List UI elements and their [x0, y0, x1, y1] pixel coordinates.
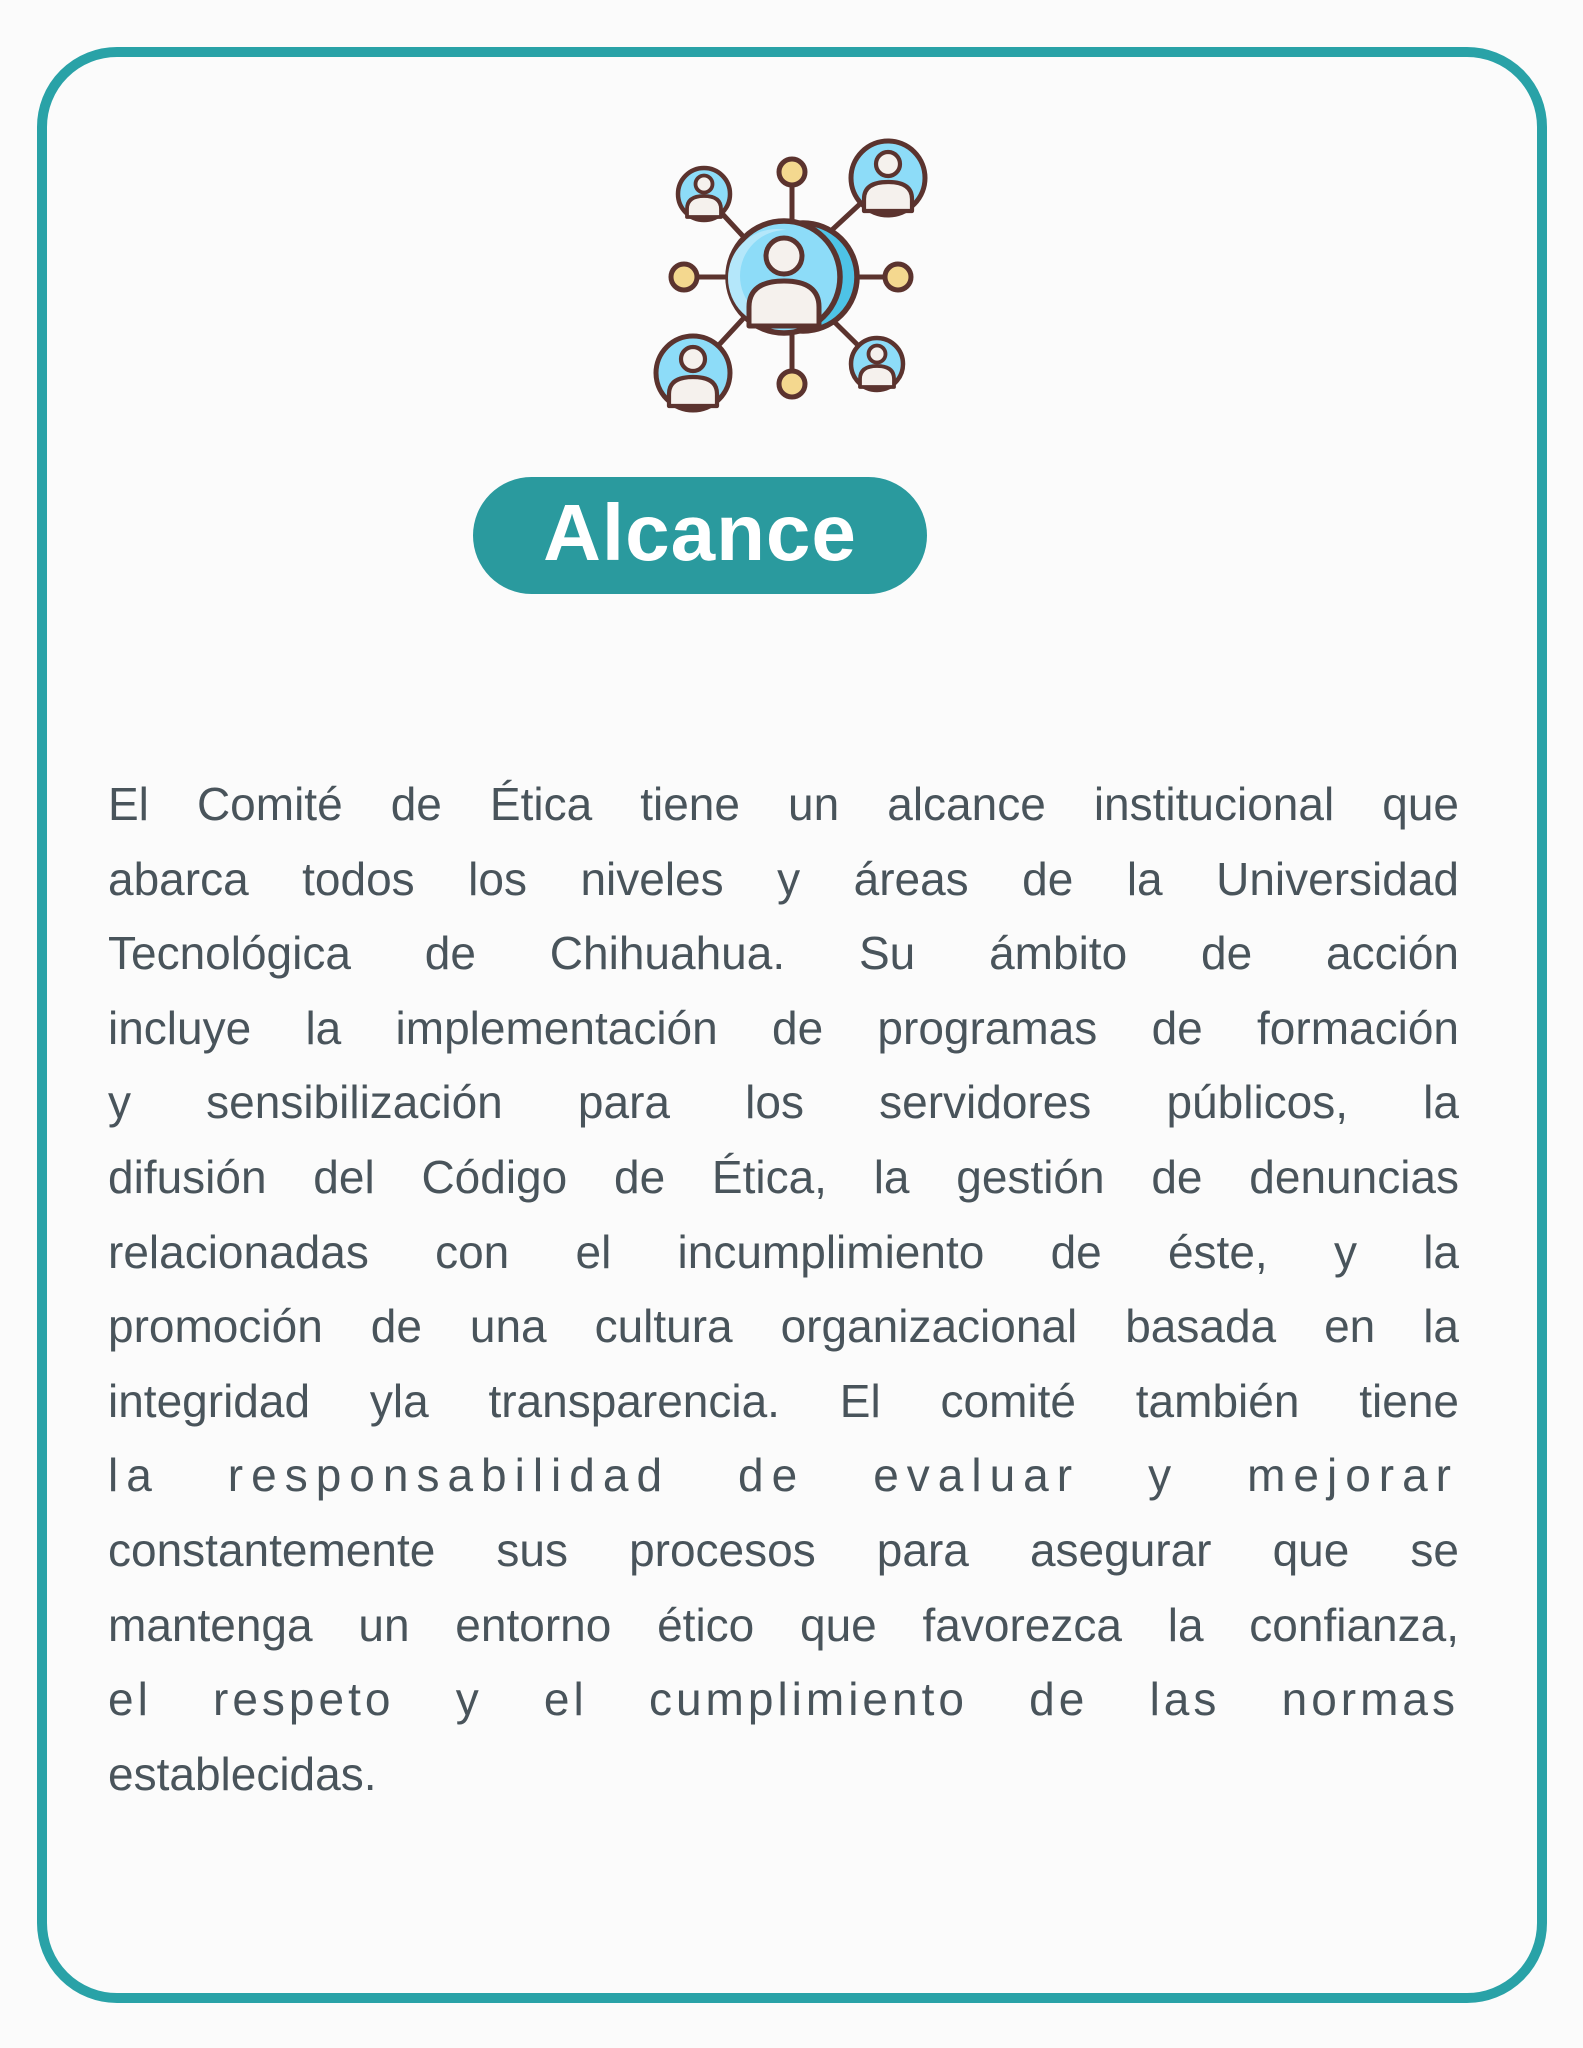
- paragraph-line: incluye la implementación de programas de formación: [108, 1001, 1459, 1054]
- paragraph-line: Tecnológica de Chihuahua. Su ámbito de acción: [108, 927, 1459, 980]
- paragraph-line: relacionadas con el incumplimiento de éste, y la: [108, 1225, 1459, 1278]
- paragraph-line: difusión del Código de Ética, la gestión de denuncias: [108, 1150, 1459, 1203]
- paragraph-line: la responsabilidad de evaluar y mejorar: [108, 1449, 1459, 1502]
- paragraph-line: abarca todos los niveles y áreas de la Universidad: [108, 852, 1459, 905]
- paragraph-line: establecidas.: [108, 1747, 377, 1800]
- network-people-icon: [645, 135, 925, 425]
- paragraph-line: integridad yla transparencia. El comité también tiene: [108, 1374, 1459, 1427]
- paragraph-line: promoción de una cultura organizacional basada en la: [108, 1300, 1459, 1353]
- title-banner: [473, 477, 927, 594]
- paragraph-line: constantemente sus procesos para asegurar que se: [108, 1523, 1459, 1576]
- paragraph-line: El Comité de Ética tiene un alcance institucional que: [108, 778, 1459, 830]
- page-title: Alcance: [543, 487, 857, 577]
- body-text: [108, 767, 1459, 1811]
- paragraph-line: y sensibilización para los servidores públicos, la: [108, 1076, 1459, 1129]
- paragraph-line: el respeto y el cumplimiento de las normas: [108, 1673, 1459, 1726]
- paragraph-line: mantenga un entorno ético que favorezca la confianza,: [108, 1598, 1459, 1651]
